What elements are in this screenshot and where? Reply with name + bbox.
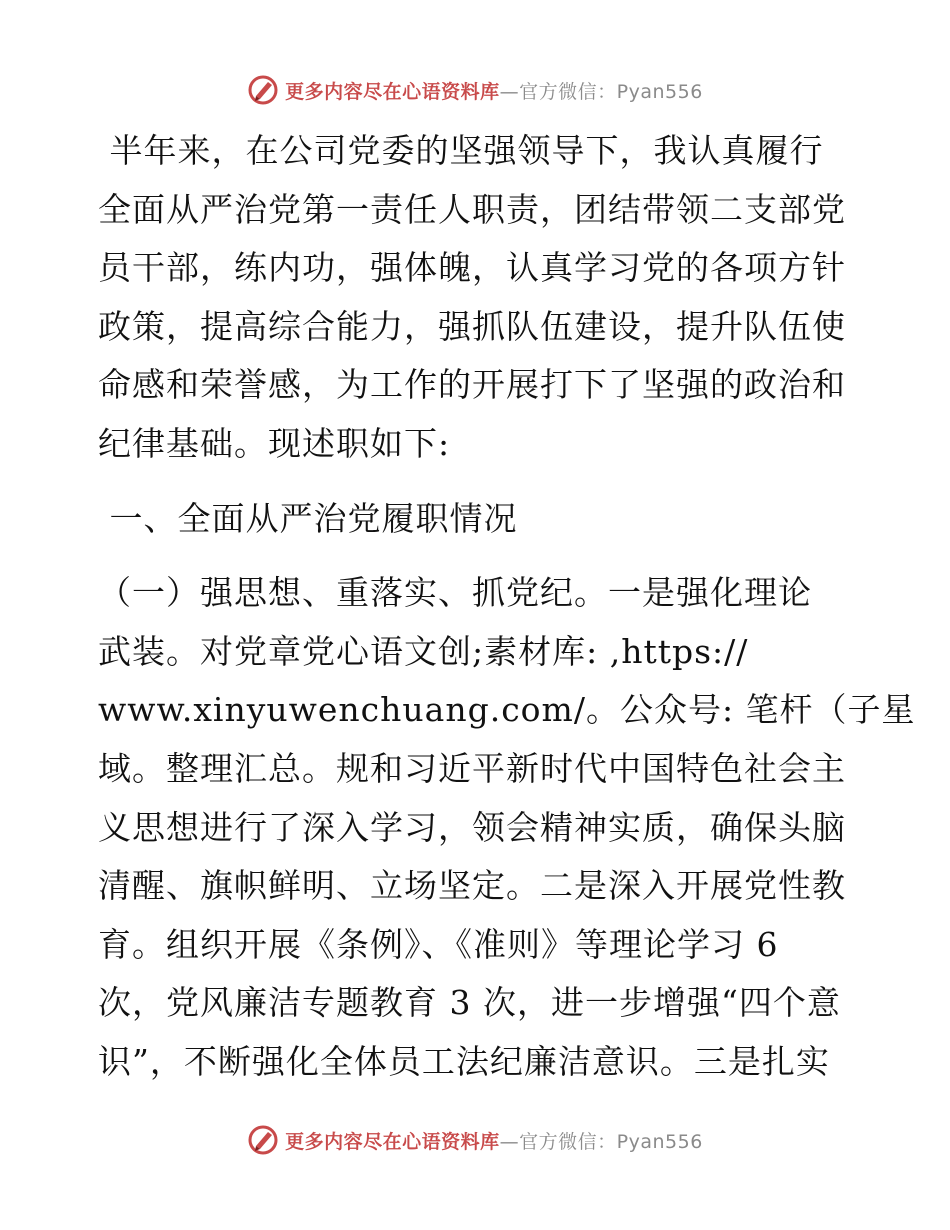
footer-banner-text	[285, 1127, 703, 1154]
section-heading: 一、全面从严治党履职情况	[98, 498, 518, 538]
section-line: 域。整理汇总。规和习近平新时代中国特色社会主	[98, 748, 846, 788]
section-line: www.xinyuwenchuang.com/。公众号: 笔杆（子星	[98, 690, 916, 730]
intro-line: 纪律基础。现述职如下:	[98, 423, 451, 463]
paragraph-gap	[98, 548, 858, 564]
intro-line: 半年来，在公司党委的坚强领导下，我认真履行	[98, 131, 824, 170]
header-banner	[0, 72, 950, 108]
intro-line: 员干部，练内功，强体魄，认真学习党的各项方针	[98, 248, 846, 288]
pen-logo-icon	[247, 1124, 279, 1156]
section-line: 清醒、旗帜鲜明、立场坚定。二是深入开展党性教	[98, 866, 846, 906]
paragraph-gap	[98, 474, 858, 490]
footer-official-text: 官方微信：Pyan556	[519, 1130, 703, 1153]
section-line: 次，党风廉洁专题教育 3 次，进一步增强“四个意	[98, 983, 841, 1023]
section-line: 识”，不断强化全体员工法纪廉洁意识。三是扎实	[98, 1041, 830, 1081]
header-library-text: 更多内容尽在心语资料库	[285, 80, 500, 103]
section-line: 武装。对党章党心语文创;素材库: ,https://	[98, 631, 749, 671]
footer-separator: —	[499, 1130, 520, 1153]
header-banner-text	[285, 77, 703, 104]
section-line: 育。组织开展《条例》、《准则》等理论学习 6	[98, 924, 779, 964]
intro-line: 政策，提高综合能力，强抓队伍建设，提升队伍使	[98, 306, 846, 346]
footer-banner	[0, 1122, 950, 1158]
pen-logo-icon	[247, 74, 279, 106]
header-separator: —	[499, 80, 520, 103]
intro-line: 全面从严治党第一责任人职责，团结带领二支部党	[98, 189, 846, 229]
section-line: （一）强思想、重落实、抓党纪。一是强化理论	[98, 573, 812, 613]
intro-line: 命感和荣誉感，为工作的开展打下了坚强的政治和	[98, 365, 846, 405]
document-body	[98, 122, 916, 1092]
header-official-text: 官方微信：Pyan556	[519, 80, 703, 103]
section-line: 义思想进行了深入学习，领会精神实质，确保头脑	[98, 807, 846, 847]
footer-library-text: 更多内容尽在心语资料库	[285, 1130, 500, 1153]
